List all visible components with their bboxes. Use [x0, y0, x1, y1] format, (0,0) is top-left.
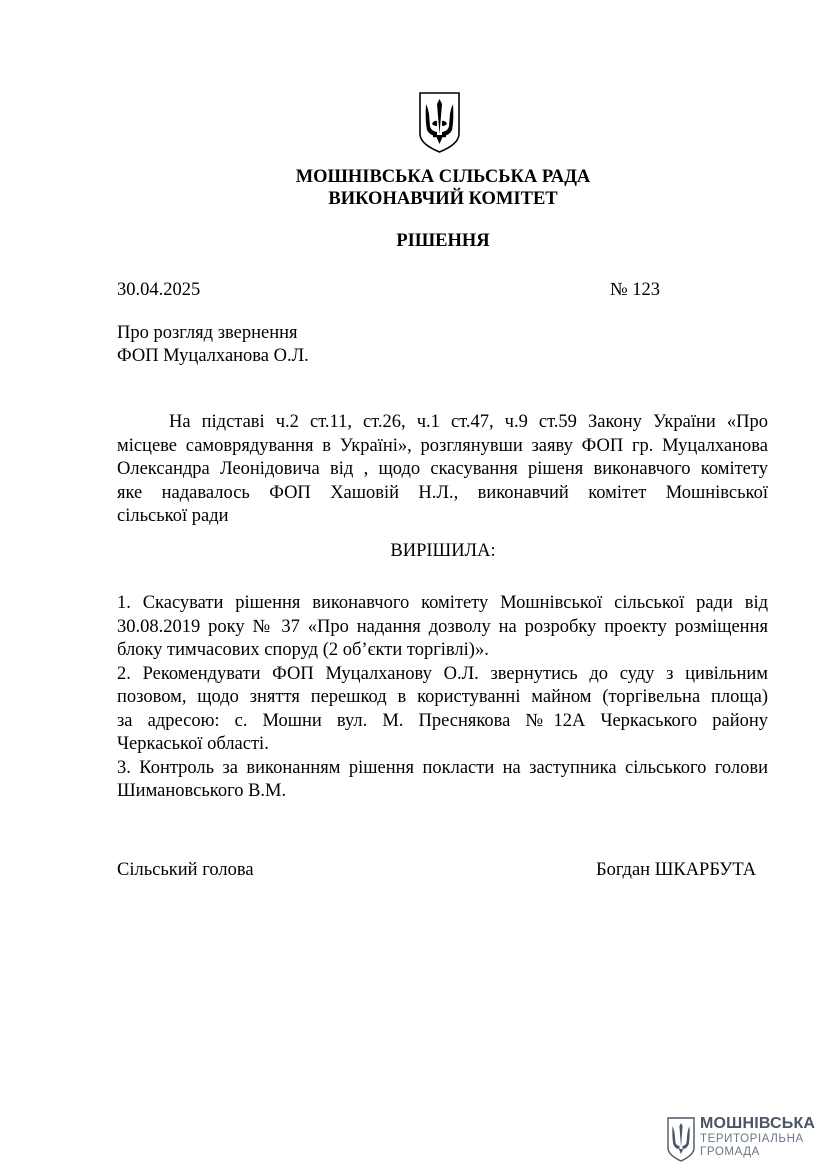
subject-line-1: Про розгляд звернення — [117, 323, 298, 343]
decided-heading: ВИРІШИЛА: — [390, 541, 496, 561]
community-logo-line-1: МОШНІВСЬКА — [700, 1115, 816, 1132]
decision-line: 2. Рекомендувати ФОП Муцалханову О.Л. звернутись до суду з цивільним — [117, 663, 768, 684]
document-title: РІШЕННЯ — [396, 231, 490, 251]
decision-items — [117, 592, 768, 804]
signatory-position: Сільський голова — [117, 860, 254, 880]
community-logo-line-3: ГРОМАДА — [700, 1146, 760, 1158]
org-name: МОШНІВСЬКА СІЛЬСЬКА РАДА — [295, 167, 591, 187]
preamble-line: сільської ради — [117, 506, 229, 526]
community-logo — [666, 1116, 816, 1164]
document-date: 30.04.2025 — [117, 280, 201, 300]
decision-line: 3. Контроль за виконанням рішення покласти на заступника сільського голови — [117, 757, 768, 778]
decision-line: 1. Скасувати рішення виконавчого комітету Мошнівської сільської ради від — [117, 593, 768, 613]
community-emblem-icon — [666, 1116, 696, 1162]
decision-line: 30.08.2019 року № 37 «Про надання дозволу на розробку проекту розміщення — [117, 616, 768, 637]
preamble-line: яке надавалось ФОП Хашовій Н.Л., виконавчий комітет Мошнівської — [117, 482, 768, 503]
decision-line: Черкаської області. — [117, 734, 269, 754]
decision-line: за адресою: с. Мошни вул. М. Преснякова №12А Черкаського району — [117, 710, 768, 731]
preamble-line: Олександра Леонідовича від , щодо скасування рішеня виконавчого комітету — [117, 459, 768, 479]
community-logo-line-2: ТЕРИТОРІАЛЬНА — [700, 1133, 804, 1145]
preamble-paragraph — [117, 411, 768, 529]
decision-line: позовом, щодо зняття перешкод в користуванні майном (торгівельна площа) — [117, 687, 768, 707]
committee-name: ВИКОНАВЧИЙ КОМІТЕТ — [328, 189, 558, 209]
signatory-name: Богдан ШКАРБУТА — [596, 860, 757, 880]
preamble-line: місцеве самоврядування в Україні», розглянувши заяву ФОП гр. Муцалханова — [117, 435, 768, 456]
decision-line: блоку тимчасових споруд (2 об’єкти торгівлі)». — [117, 640, 489, 660]
subject-line-2: ФОП Муцалханова О.Л. — [117, 346, 309, 366]
document-number: № 123 — [610, 280, 661, 300]
decision-line: Шимановського В.М. — [117, 781, 287, 801]
preamble-line: На підставі ч.2 ст.11, ст.26, ч.1 ст.47, ч.9 ст.59 Закону України «Про — [169, 412, 768, 432]
coat-of-arms-icon — [416, 90, 463, 154]
